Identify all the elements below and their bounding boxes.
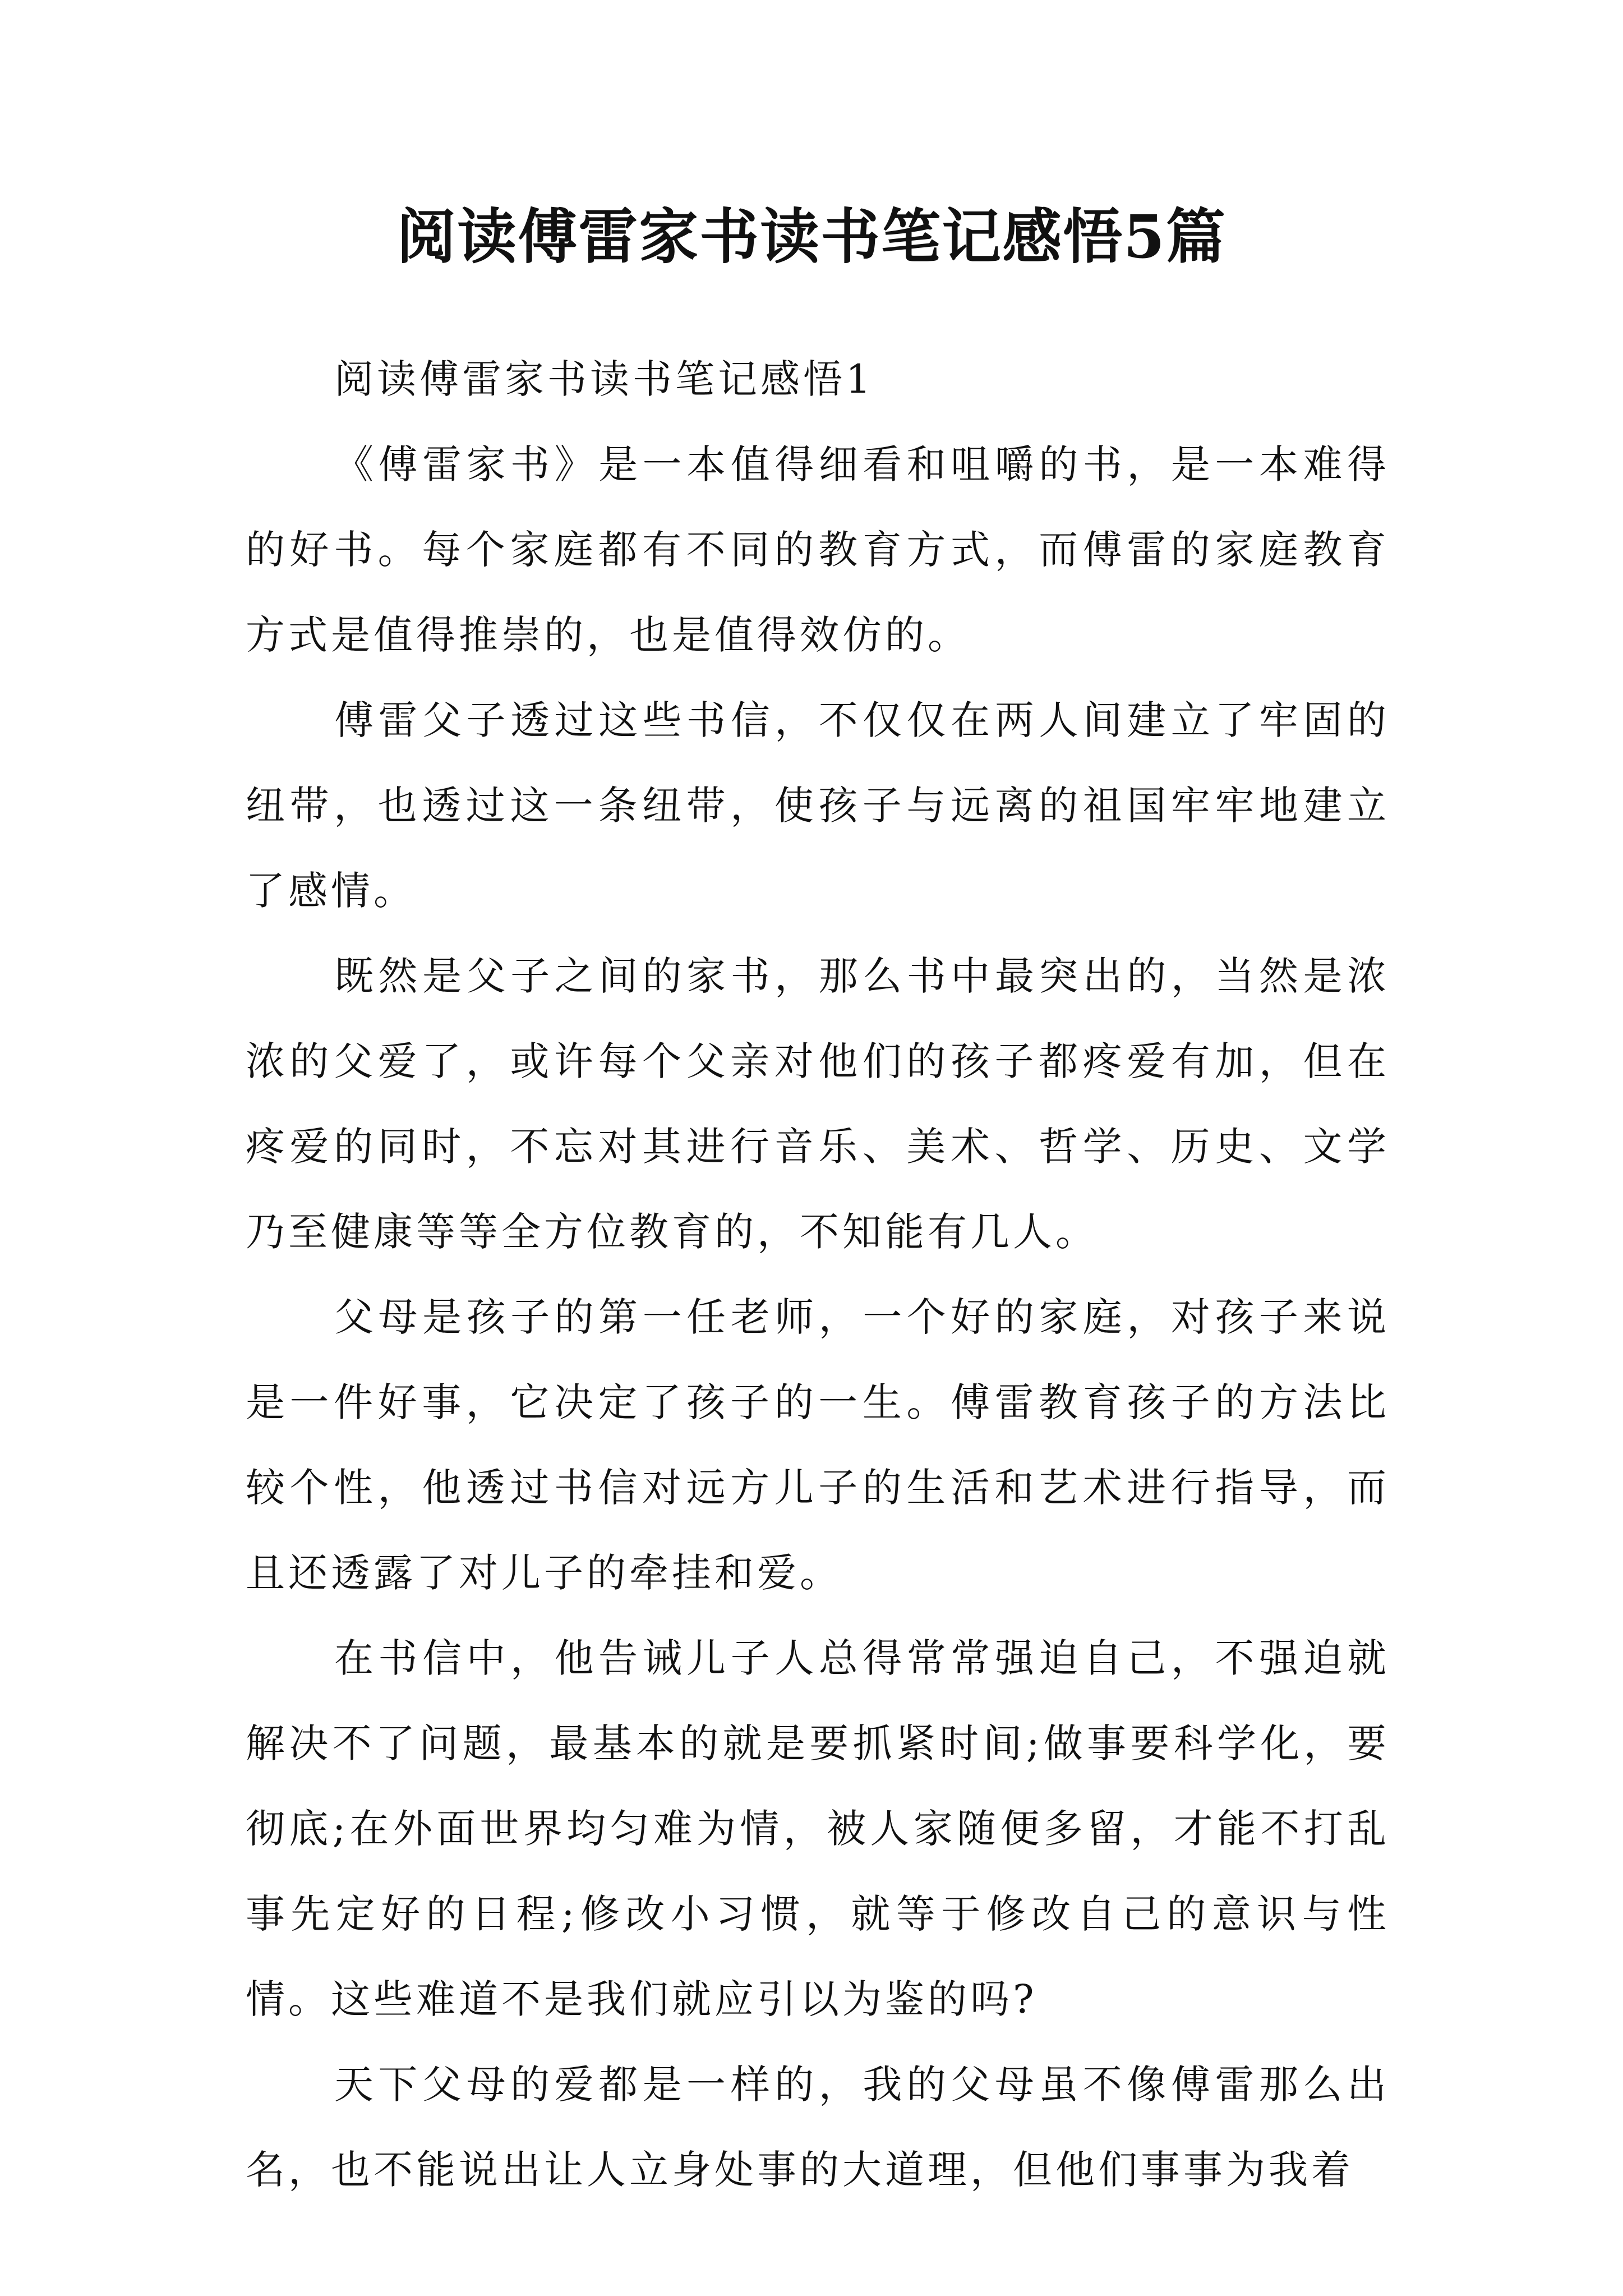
paragraph-5: 在书信中，他告诫儿子人总得常常强迫自己，不强迫就解决不了问题，最基本的就是要抓紧时间;做事要科学化，要彻底;在外面世界均匀难为情，被人家随便多留，才能不打乱事先定好的日程;修改小习惯，就等于修改自己的意识与性情。这些难道不是我们就应引以为鉴的吗? bbox=[246, 1635, 1390, 2022]
document-title: 阅读傅雷家书读书笔记感悟5篇 bbox=[396, 201, 1227, 272]
paragraph-3: 既然是父子之间的家书，那么书中最突出的，当然是浓浓的父爱了，或许每个父亲对他们的孩子都疼爱有加，但在疼爱的同时，不忘对其进行音乐、美术、哲学、历史、文学乃至健康等等全方位教育的，不知能有几人。 bbox=[246, 953, 1390, 1255]
paragraph-4: 父母是孩子的第一任老师，一个好的家庭，对孩子来说是一件好事，它决定了孩子的一生。傅雷教育孩子的方法比较个性，他透过书信对远方儿子的生活和艺术进行指导，而且还透露了对儿子的牵挂和爱。 bbox=[246, 1294, 1390, 1596]
section-heading: 阅读傅雷家书读书笔记感悟1 bbox=[334, 356, 874, 402]
paragraph-2: 傅雷父子透过这些书信，不仅仅在两人间建立了牢固的纽带，也透过这一条纽带，使孩子与远离的祖国牢牢地建立了感情。 bbox=[246, 697, 1390, 914]
paragraph-6: 天下父母的爱都是一样的，我的父母虽不像傅雷那么出名，也不能说出让人立身处事的大道理，但他们事事为我着 bbox=[246, 2062, 1390, 2193]
document-body bbox=[246, 337, 1390, 2212]
paragraph-1: 《傅雷家书》是一本值得细看和咀嚼的书，是一本难得的好书。每个家庭都有不同的教育方式，而傅雷的家庭教育方式是值得推崇的，也是值得效仿的。 bbox=[246, 441, 1390, 658]
